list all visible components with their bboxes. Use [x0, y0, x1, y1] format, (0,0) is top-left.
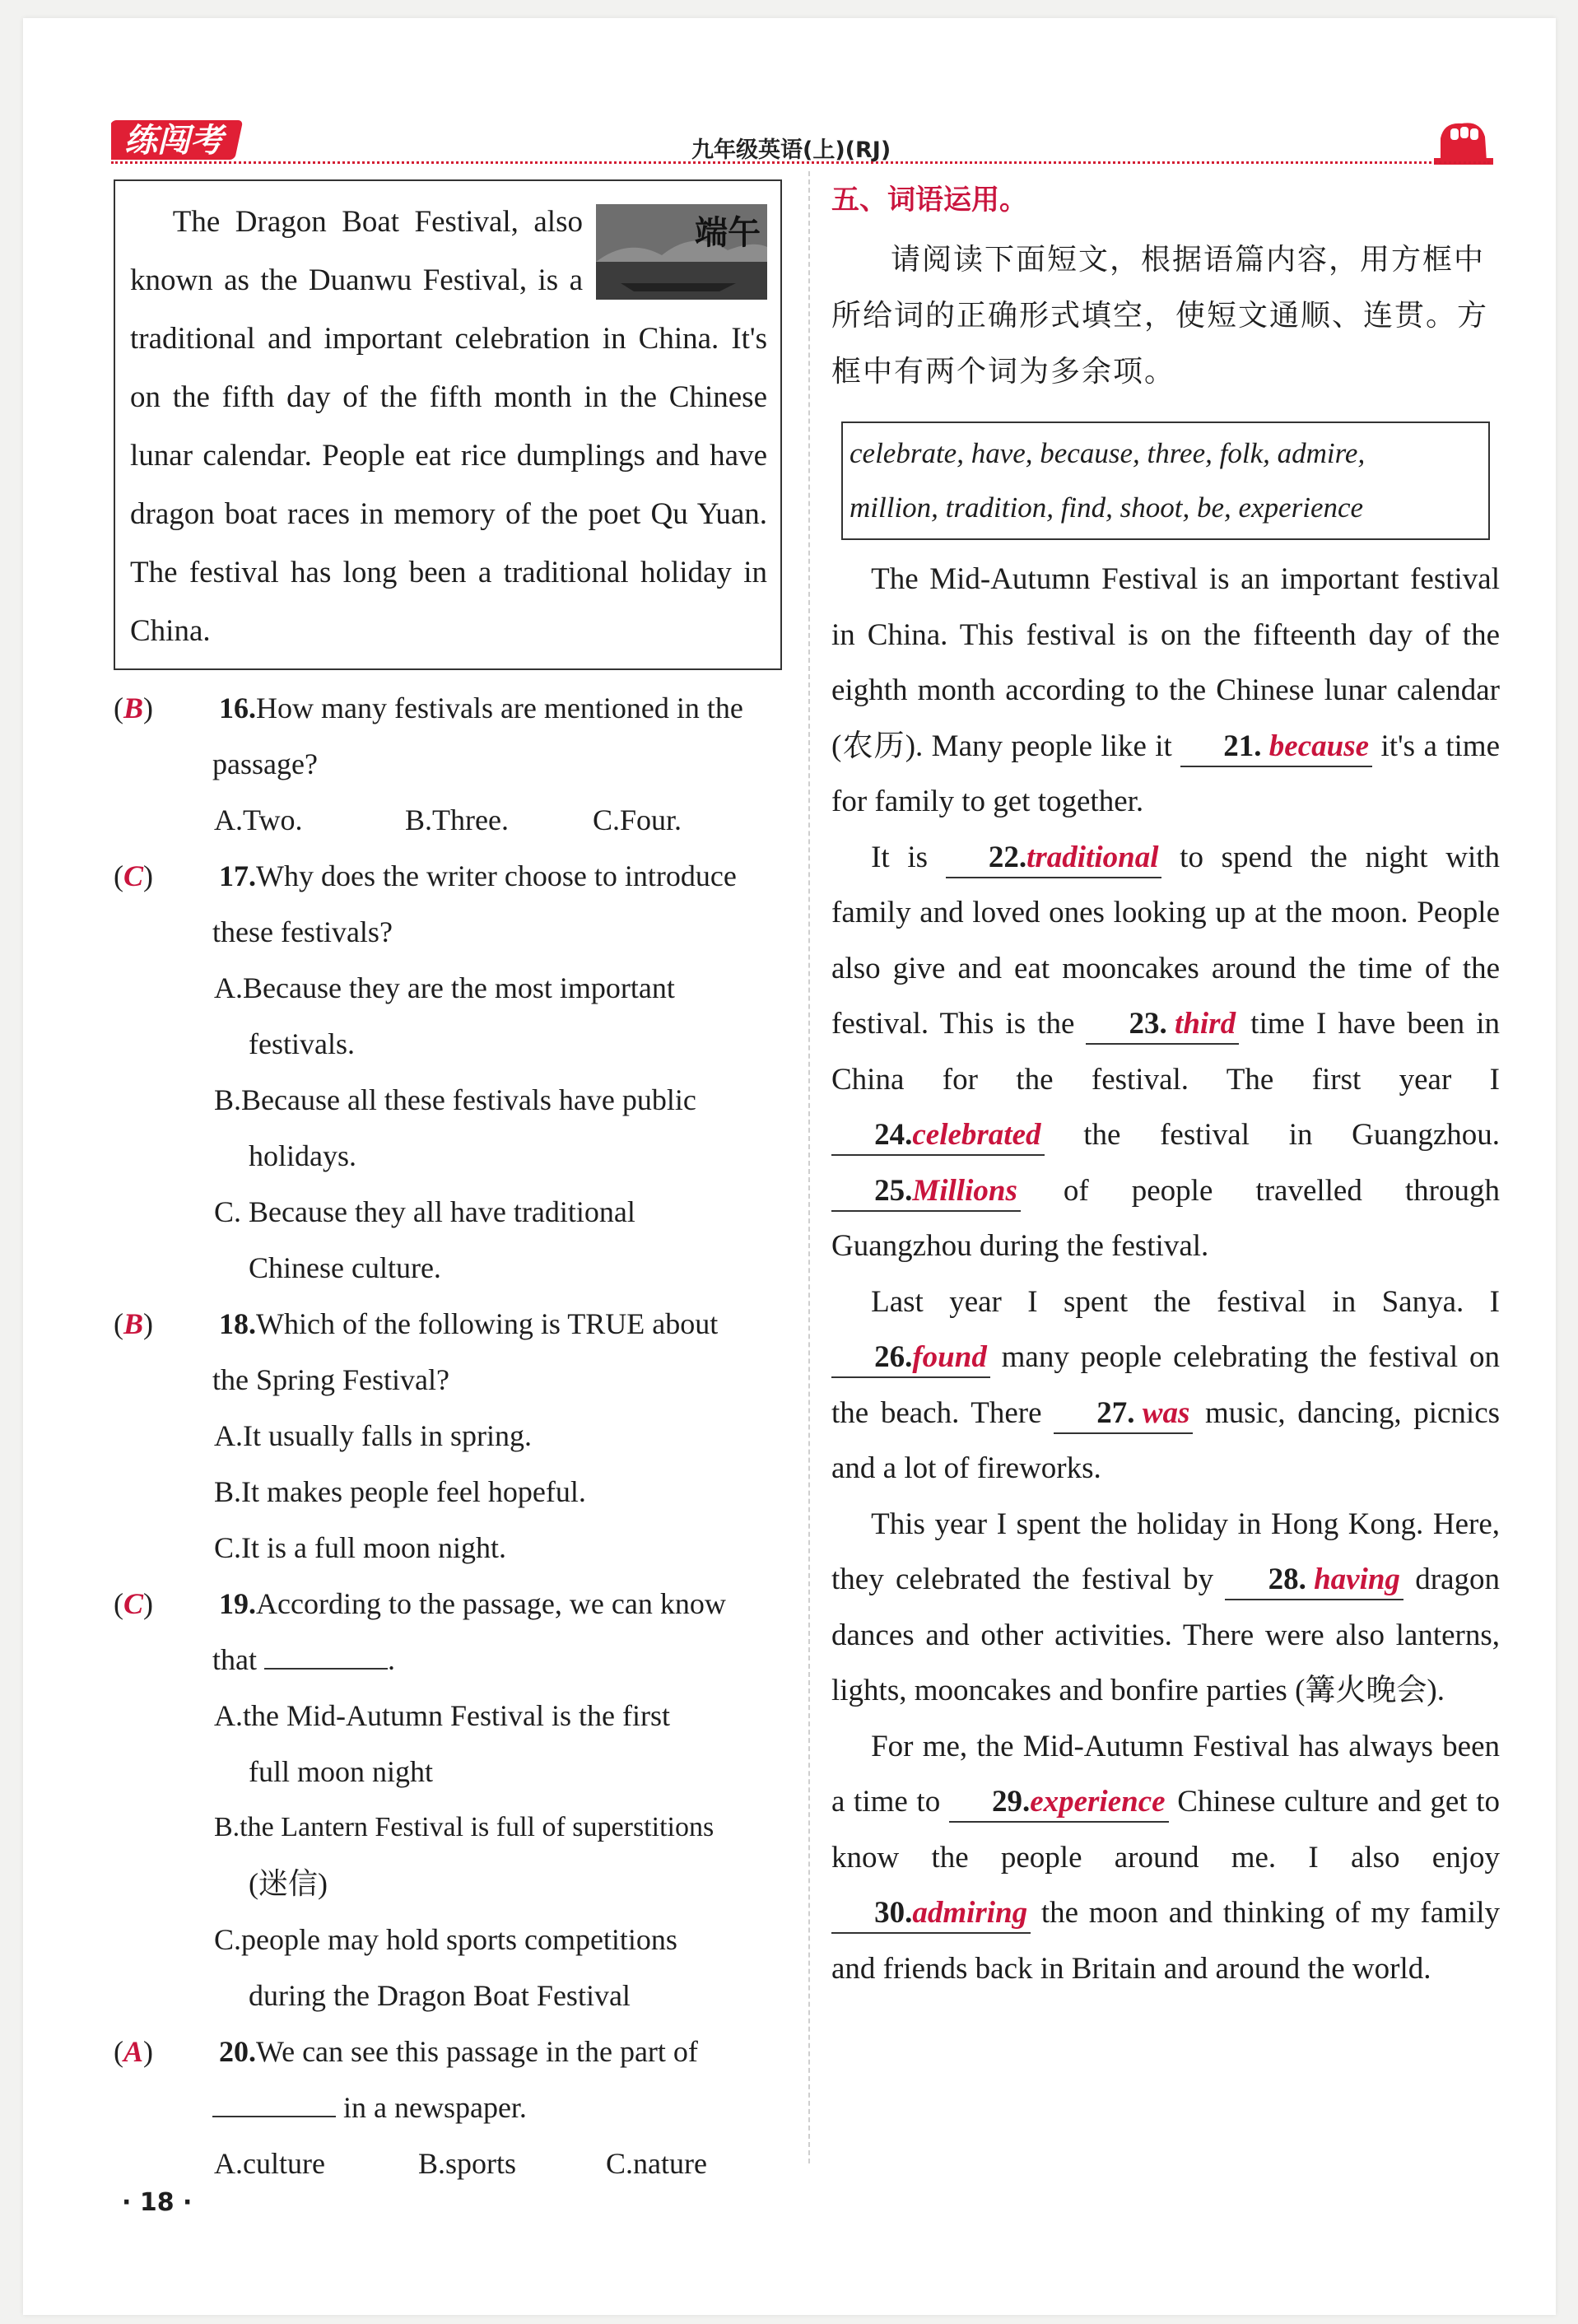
answer-18: B: [123, 1307, 144, 1340]
blank-24: 24.celebrated: [831, 1116, 1045, 1156]
answer-16: B: [123, 692, 144, 724]
question-17: (C) 17.Why does the writer choose to introduce these festivals? A.Because they are the most important festivals. B.Because all these festivals have public holidays. C. Because they all have traditional Chinese culture.: [114, 848, 782, 1296]
blank-30: 30.admiring: [831, 1894, 1031, 1934]
question-20: (A) 20.We can see this passage in the part of in a newspaper. A.culture B.sports C.nature: [114, 2024, 782, 2191]
blank-26: 26.found: [831, 1339, 990, 1378]
fist-mascot-icon: [1432, 114, 1495, 166]
option-c: C.people may hold sports competitions: [214, 1923, 677, 1956]
reading-passage-box: [114, 179, 782, 670]
word-bank-box: [841, 421, 1490, 540]
dragon-boat-festival-image: [596, 204, 767, 300]
option-c: C. Because they all have traditional: [214, 1195, 635, 1228]
option-a: A.It usually falls in spring.: [214, 1419, 532, 1452]
column-divider: [808, 171, 810, 2163]
header-divider: [111, 161, 1490, 164]
option-c: C.Four.: [593, 803, 682, 836]
options-16: [114, 792, 782, 848]
option-a: A.culture: [214, 2147, 325, 2180]
blank-25: 25.Millions: [831, 1172, 1021, 1212]
right-column: [831, 179, 1500, 1996]
answer-19: C: [123, 1587, 144, 1620]
option-b: B.the Lantern Festival is full of superstitions: [214, 1812, 715, 1842]
option-a: A.Because they are the most important: [214, 971, 675, 1004]
logo: [111, 114, 251, 165]
header-title: 九年级英语(上)(RJ): [691, 137, 891, 163]
answer-blank: [212, 2091, 336, 2117]
left-column: [114, 179, 782, 2191]
section-instruction: 请阅读下面短文，根据语篇内容，用方框中所给词的正确形式填空，使短文通顺、连贯。方框中有两个词为多余项。: [831, 243, 1489, 389]
answer-20: A: [123, 2035, 144, 2068]
answer-17: C: [123, 859, 144, 892]
answer-blank: [264, 1643, 388, 1670]
blank-29: 29.experience: [949, 1783, 1169, 1823]
blank-22: 22.traditional: [946, 839, 1162, 878]
blank-27: 27. was: [1054, 1395, 1193, 1434]
passage-text: The Dragon Boat Festival, also known as the Duanwu Festival, is a traditional and important celebration in China. It's on the fifth day of the fifth month in the Chinese lunar calendar. People eat rice dumplings and have dragon boat races in memory of the poet Qu Yuan. The festival has long been a traditional holiday in China.: [130, 205, 767, 648]
option-c: C.nature: [606, 2147, 707, 2180]
image-caption: 端午: [695, 213, 761, 252]
question-19: (C) 19.According to the passage, we can know that . A.the Mid-Autumn Festival is the first full moon night B.the Lantern Festival is full of superstitions (迷信) C.people may hold sports competitions during the Dragon Boat Festival: [114, 1576, 782, 2024]
page-number: · 18 ·: [122, 2188, 193, 2217]
options-20: [114, 2135, 782, 2191]
logo-text: 练闯考: [124, 122, 223, 160]
option-a: A.the Mid-Autumn Festival is the first: [214, 1699, 670, 1732]
cloze-passage: The Mid-Autumn Festival is an important festival in China. This festival is on the fifteenth day of the eighth month according to the Chinese lunar calendar (农历). Many people like it 21. because it's a time for family to get together. It is 22.traditional to spend the night with family and loved ones looking up at the moon. People also give and eat mooncakes around the time of the festival. This is the 23. third time I have been in China for the festival. The first year I 24.celebrated the festival in Guangzhou. 25.Millions of people travelled through Guangzhou during the festival. Last year I spent the festival in Sanya. I 26.found many people celebrating the festival on the beach. There 27. was music, dancing, picnics and a lot of fireworks. This year I spent the holiday in Hong Kong. Here, they celebrated the festival by 28. having dragon dances and other activities. There were also lanterns, lights, mooncakes and bonfire parties (篝火晚会). For me, the Mid-Autumn Festival has always been a time to 29.experience Chinese culture and get to know the people around me. I also enjoy 30.admiring the moon and thinking of my family and friends back in Britain and around the world.: [831, 562, 1501, 1986]
option-a: A.Two.: [214, 803, 303, 836]
blank-21: 21. because: [1180, 728, 1372, 767]
section-title: 五、词语运用。: [831, 184, 1027, 217]
option-b: B.Three.: [405, 803, 509, 836]
question-16: (B) 16.How many festivals are mentioned in the passage? A.Two. B.Three. C.Four.: [114, 680, 782, 848]
blank-23: 23. third: [1086, 1005, 1239, 1045]
word-bank-line: celebrate, have, because, three, folk, admire,: [850, 437, 1366, 469]
option-b: B.sports: [418, 2147, 517, 2180]
option-c: C.It is a full moon night.: [214, 1531, 506, 1564]
word-bank-line: million, tradition, find, shoot, be, experience: [850, 491, 1364, 524]
blank-28: 28. having: [1225, 1561, 1403, 1600]
question-18: (B) 18.Which of the following is TRUE about the Spring Festival? A.It usually falls in spring. B.It makes people feel hopeful. C.It is a full moon night.: [114, 1296, 782, 1576]
option-b: B.Because all these festivals have public: [214, 1083, 696, 1116]
logo-graphic: [111, 114, 251, 165]
option-b: B.It makes people feel hopeful.: [214, 1475, 586, 1508]
